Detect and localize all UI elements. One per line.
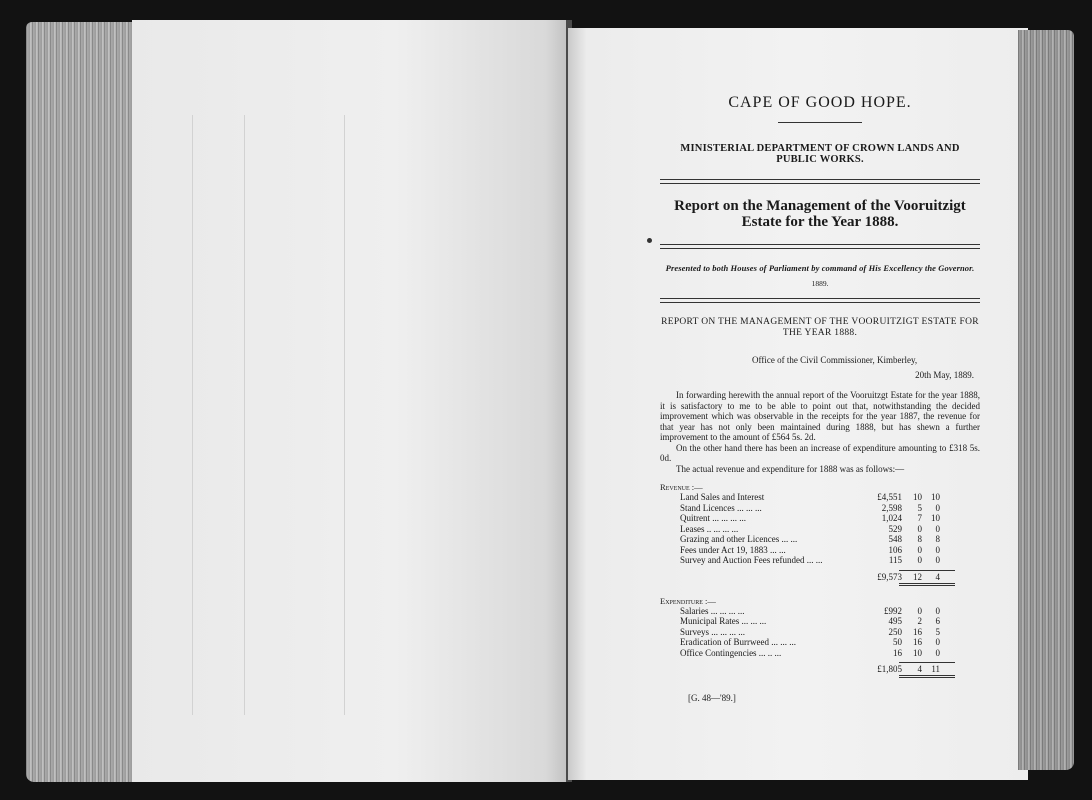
report-page-content: [660, 90, 980, 678]
letter-date: 20th May, 1889.: [915, 370, 974, 380]
report-title: Report on the Management of the Vooruitzigt Estate for the Year 1888.: [674, 198, 966, 230]
left-page-edges: [26, 22, 142, 782]
paper-reference: [G. 48—'89.]: [688, 693, 736, 703]
double-rule: [660, 244, 980, 249]
revenue-table: [680, 492, 960, 566]
table-row: Eradication of Burrweed ... ... ... 50 16 0: [680, 637, 940, 647]
double-rule: [660, 298, 980, 303]
table-row: Leases .. ... ... ... 529 0 0: [680, 523, 940, 534]
table-row: Survey and Auction Fees refunded ... ... 115 0 0: [680, 555, 940, 565]
table-row: Land Sales and Interest £4,551 10 10: [680, 492, 940, 502]
table-row: Quitrent ... ... ... ... 1,024 7 10: [680, 513, 940, 523]
table-row: Salaries ... ... ... ... £992 0 0: [680, 605, 940, 616]
total-underline: [899, 583, 955, 586]
paragraph-1: In forwarding herewith the annual report of the Vooruitzgt Estate for the year 1888, it is satisfactory to me to be able to point out that, notwithstanding the decided improvement which was observable in the receipts for the year 1887, the revenue for that year has not only been maintained during 1888, but has shewn a further improvement to the amount of £564 5s. 2d.: [660, 390, 980, 442]
report-subheading: REPORT ON THE MANAGEMENT OF THE VOORUITZIGT ESTATE FOR THE YEAR 1888.: [661, 317, 979, 338]
department-heading: MINISTERIAL DEPARTMENT OF CROWN LANDS AND PUBLIC WORKS.: [680, 143, 960, 165]
ink-spot: [647, 238, 652, 243]
expenditure-total: £1,805 4 11: [877, 664, 940, 674]
paragraph-2: On the other hand there has been an increase of expenditure amounting to £318 5s. 0d.: [660, 442, 980, 463]
title-rule: [778, 122, 862, 123]
office-line: Office of the Civil Commissioner, Kimberley,: [752, 355, 918, 365]
table-row: Office Contingencies ... .. ... 16 10 0: [680, 647, 940, 658]
colony-title: CAPE OF GOOD HOPE.: [728, 94, 912, 111]
expenditure-table: [680, 606, 960, 659]
table-row: Municipal Rates ... ... ... 495 2 6: [680, 616, 940, 626]
revenue-heading: Revenue :—: [660, 482, 703, 492]
presented-line: Presented to both Houses of Parliament by command of His Excellency the Governor.: [665, 263, 975, 273]
bleed-through-line: [344, 115, 345, 715]
revenue-total: £9,573 12 4: [877, 571, 940, 582]
paragraph-3: The actual revenue and expenditure for 1888 was as follows:—: [676, 463, 905, 474]
total-underline: [899, 675, 955, 678]
bleed-through-line: [244, 115, 245, 715]
right-page-edges: [1018, 30, 1074, 770]
bleed-through-line: [192, 115, 193, 715]
table-row: Grazing and other Licences ... ... 548 8 8: [680, 534, 940, 544]
table-row: Fees under Act 19, 1883 ... ... 106 0 0: [680, 544, 940, 555]
left-page-blank: [132, 20, 572, 782]
publication-year: 1889.: [811, 279, 829, 288]
table-row: Surveys ... ... ... ... 250 16 5: [680, 626, 940, 637]
expenditure-heading: Expenditure :—: [660, 595, 716, 606]
double-rule: [660, 179, 980, 184]
table-row: Stand Licences ... ... ... 2,598 5 0: [680, 502, 940, 513]
